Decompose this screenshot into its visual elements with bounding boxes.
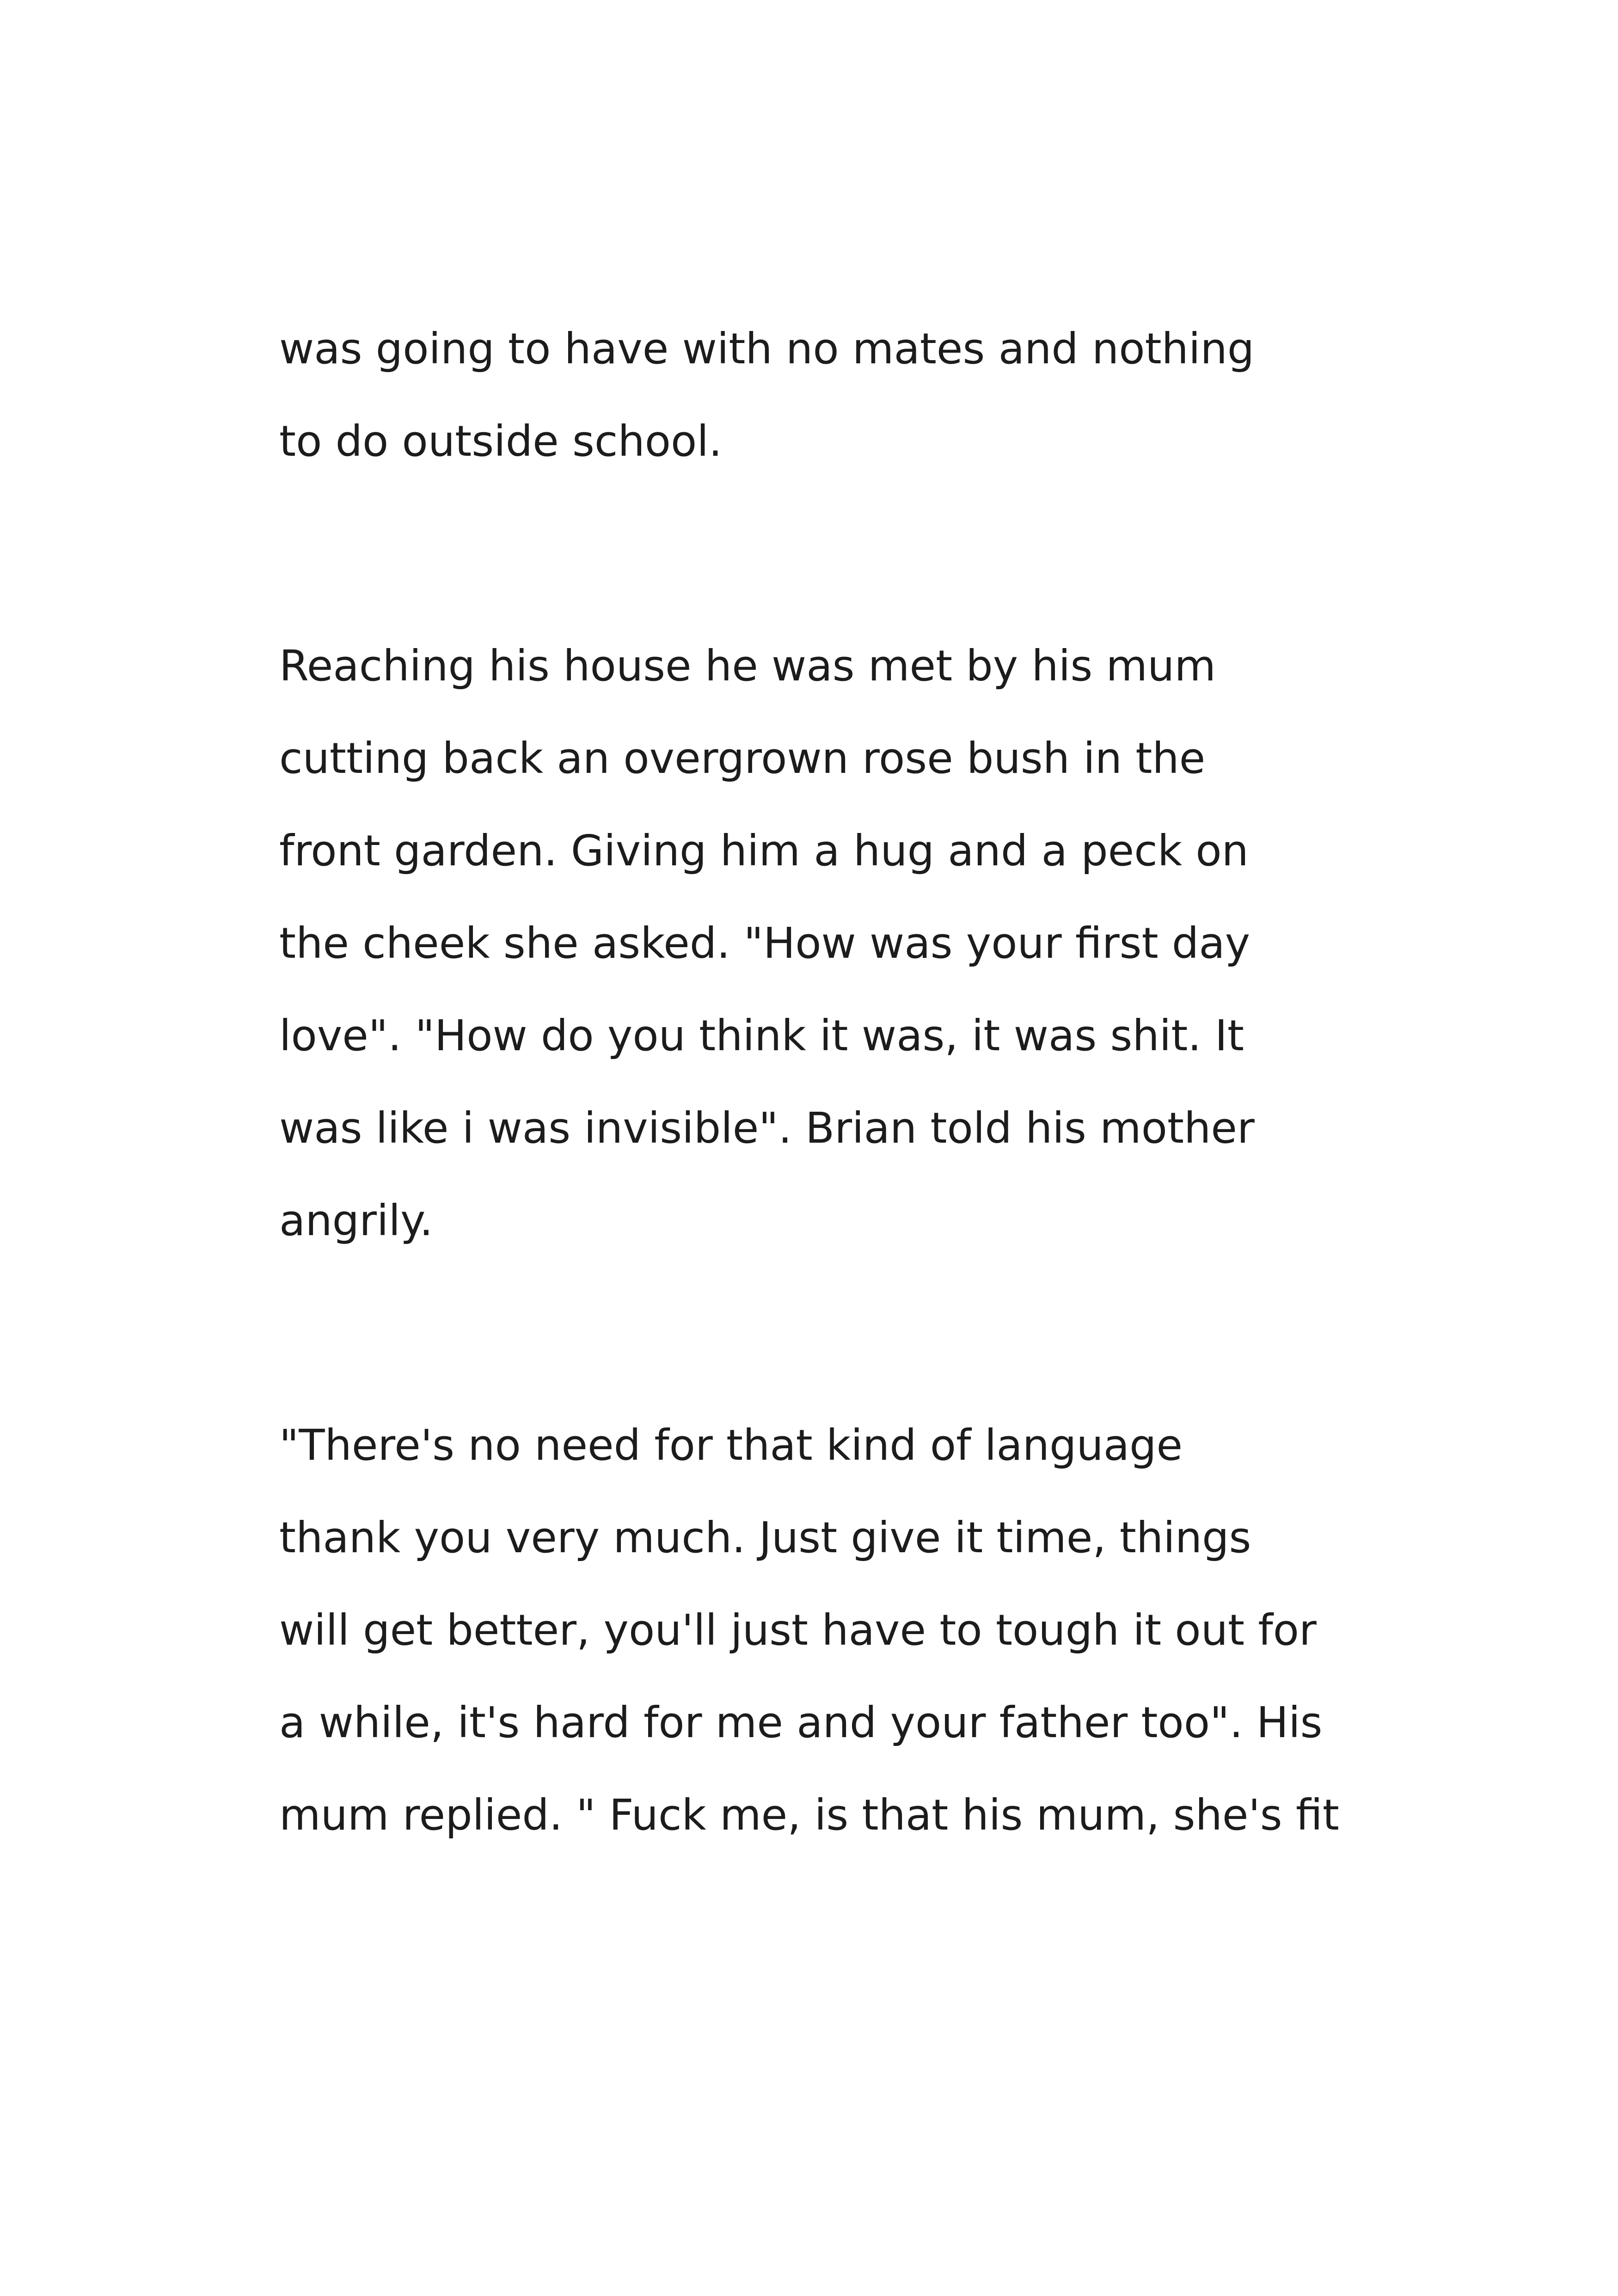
paragraph-1-line-1: was going to have with no mates and nothing — [279, 324, 1255, 373]
paragraph-2-line-7: angrily. — [279, 1196, 433, 1245]
paragraph-3-line-3: will get better, you'll just have to tough it out for — [279, 1605, 1317, 1655]
paragraph-1-line-2: to do outside school. — [279, 416, 723, 466]
paragraph-2-line-6: was like i was invisible". Brian told his mother — [279, 1103, 1255, 1153]
paragraph-2-line-1: Reaching his house he was met by his mum — [279, 641, 1216, 691]
paragraph-3-line-2: thank you very much. Just give it time, things — [279, 1513, 1251, 1562]
paragraph-2-line-5: love". "How do you think it was, it was shit. It — [279, 1011, 1244, 1060]
paragraph-3-line-4: a while, it's hard for me and your father too". His — [279, 1698, 1323, 1747]
paragraph-2-line-3: front garden. Giving him a hug and a peck on — [279, 826, 1249, 876]
paragraph-2-line-4: the cheek she asked. "How was your first day — [279, 918, 1250, 968]
paragraph-2-line-2: cutting back an overgrown rose bush in the — [279, 734, 1206, 783]
paragraph-3-line-5: mum replied. " Fuck me, is that his mum, she's fit — [279, 1790, 1339, 1840]
paragraph-3-line-1: "There's no need for that kind of language — [279, 1420, 1183, 1470]
